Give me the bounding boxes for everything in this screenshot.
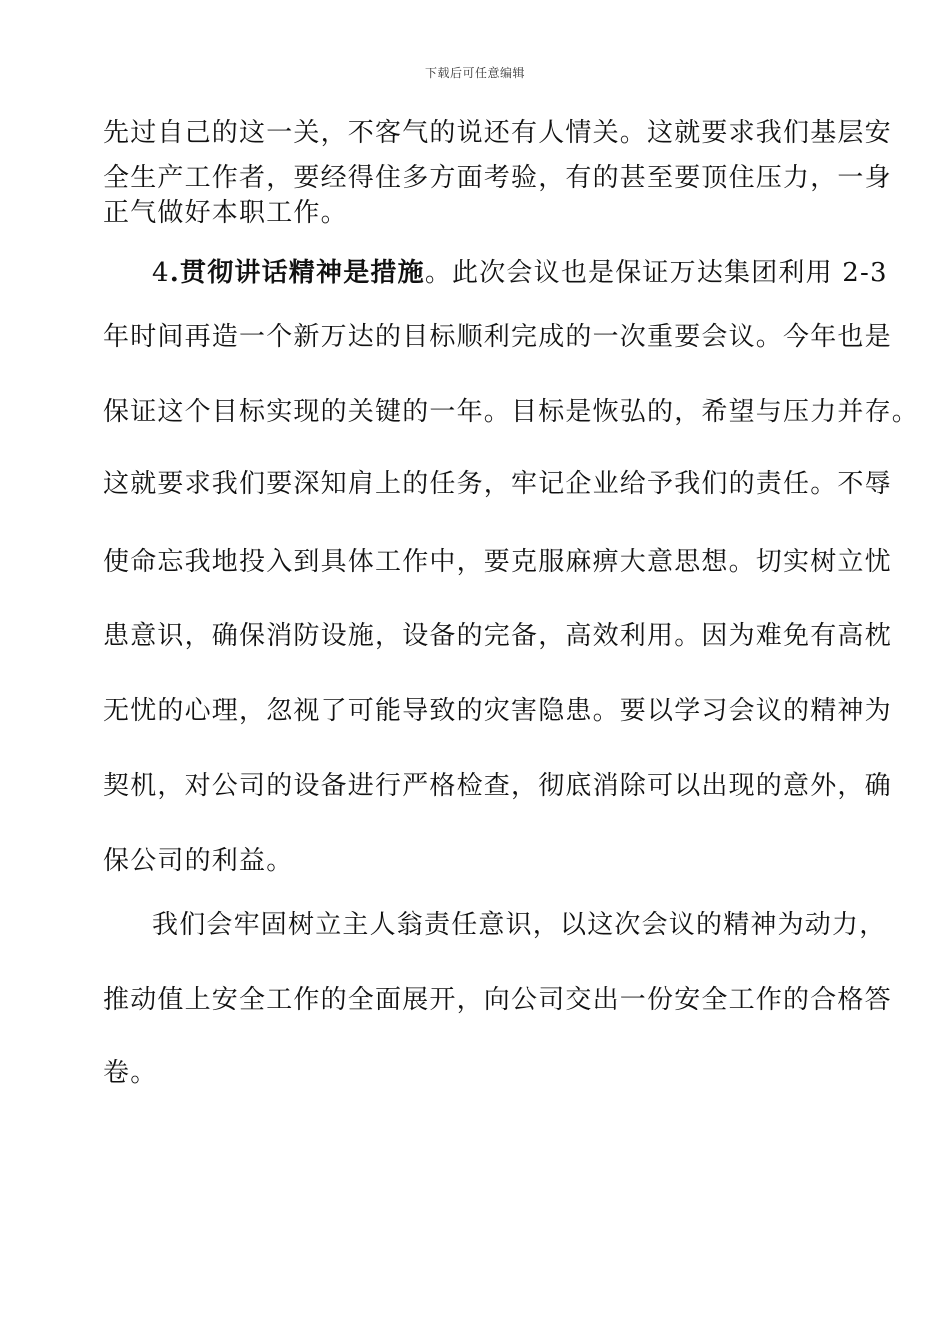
paragraph-1-line-3: 正气做好本职工作。 bbox=[103, 198, 348, 228]
paragraph-3-line-3: 卷。 bbox=[103, 1058, 158, 1088]
paragraph-2-line-6: 患意识，确保消防设施，设备的完备，高效利用。因为难免有高枕 bbox=[103, 621, 892, 651]
paragraph-2-line-9: 保公司的利益。 bbox=[103, 846, 294, 876]
paragraph-2-line-2: 年时间再造一个新万达的目标顺利完成的一次重要会议。今年也是 bbox=[103, 322, 892, 352]
paragraph-2-line-8: 契机，对公司的设备进行严格检查，彻底消除可以出现的意外，确 bbox=[103, 771, 892, 801]
section-heading: .贯彻讲话精神是措施 bbox=[169, 258, 425, 288]
paragraph-2-line-1-text: 。此次会议也是保证万达集团利用 2-3 bbox=[424, 258, 888, 288]
section-number: 4 bbox=[152, 258, 170, 288]
paragraph-2-line-1 bbox=[152, 258, 888, 288]
paragraph-3-line-2: 推动值上安全工作的全面展开，向公司交出一份安全工作的合格答 bbox=[103, 985, 892, 1015]
paragraph-2-line-4: 这就要求我们要深知肩上的任务，牢记企业给予我们的责任。不辱 bbox=[103, 469, 892, 499]
paragraph-1-line-1: 先过自己的这一关，不客气的说还有人情关。这就要求我们基层安 bbox=[103, 118, 892, 148]
paragraph-2-line-5: 使命忘我地投入到具体工作中，要克服麻痹大意思想。切实树立忧 bbox=[103, 547, 892, 577]
paragraph-2-line-7: 无忧的心理，忽视了可能导致的灾害隐患。要以学习会议的精神为 bbox=[103, 696, 892, 726]
paragraph-1-line-2: 全生产工作者，要经得住多方面考验，有的甚至要顶住压力，一身 bbox=[103, 163, 892, 193]
paragraph-3-line-1: 我们会牢固树立主人翁责任意识，以这次会议的精神为动力， bbox=[152, 910, 887, 940]
paragraph-2-line-3: 保证这个目标实现的关键的一年。目标是恢弘的，希望与压力并存。 bbox=[103, 397, 920, 427]
page-header: 下载后可任意编辑 bbox=[424, 66, 525, 80]
